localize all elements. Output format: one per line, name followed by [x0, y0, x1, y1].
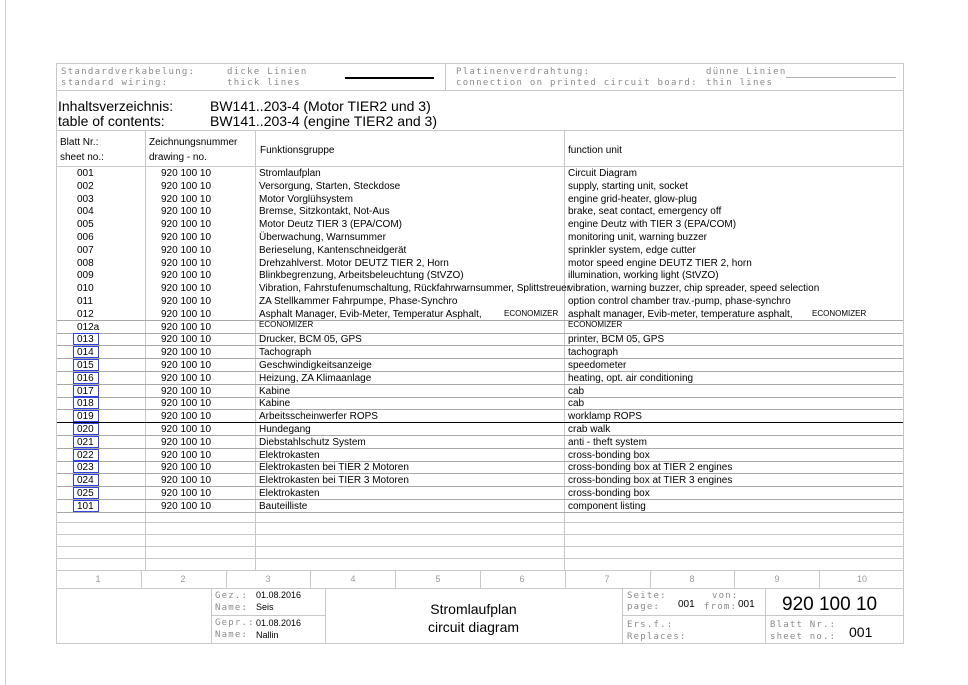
function-group-cell: Stromlaufplan	[259, 168, 321, 179]
std-wiring-de: Standardverkabelung:	[61, 67, 196, 77]
sheet-label-en: sheet no.:	[770, 632, 837, 642]
sheet-number: 006	[77, 232, 94, 243]
checked-date: 01.08.2016	[256, 618, 302, 628]
page-edge-line	[5, 0, 6, 685]
function-group-cell: Drehzahlverst. Motor DEUTZ TIER 2, Horn	[259, 258, 449, 269]
sheet-number: 003	[77, 194, 94, 205]
drawing-number-cell: 920 100 10	[161, 232, 212, 243]
function-unit-suffix: ECONOMIZER	[812, 309, 867, 318]
function-unit-cell: cross-bonding box at TIER 3 engines	[568, 475, 733, 486]
function-unit-cell: cab	[568, 398, 585, 409]
toc-model-en: BW141..203-4 (engine TIER2 and 3)	[210, 113, 437, 129]
title-divider	[56, 130, 904, 131]
drawing-number-cell: 920 100 10	[161, 424, 212, 435]
sheet-number: 022	[77, 450, 94, 461]
drawn-label: Gez.:	[215, 591, 249, 601]
column-number-divider	[819, 570, 820, 588]
column-number: 5	[435, 574, 441, 584]
function-group-cell: Blinkbegrenzung, Arbeitsbeleuchtung (StVZO)	[259, 270, 464, 281]
sheet-number: 011	[77, 296, 93, 307]
title-en: circuit diagram	[427, 619, 520, 635]
sheet-number: 012	[77, 309, 94, 320]
function-group-cell: Geschwindigkeitsanzeige	[259, 360, 372, 371]
drawn-name: Seis	[256, 602, 274, 612]
drawing-number-cell: 920 100 10	[161, 270, 212, 281]
drawing-number-cell: 920 100 10	[161, 283, 212, 294]
sheet-number: 007	[77, 245, 94, 256]
function-group-suffix: ECONOMIZER	[504, 309, 559, 318]
drawing-number-cell: 920 100 10	[161, 322, 212, 333]
sheet-number: 101	[77, 501, 94, 512]
function-group-cell: Elektrokasten	[259, 488, 320, 499]
function-group-cell: Kabine	[259, 398, 291, 409]
col-sheet-en: sheet no.:	[60, 152, 104, 163]
column-number-divider	[480, 570, 481, 588]
function-unit-cell: brake, seat contact, emergency off	[568, 206, 722, 217]
drawn-name-label: Name:	[215, 603, 249, 613]
function-group-cell: Bremse, Sitzkontakt, Not-Aus	[259, 206, 390, 217]
drawing-number-cell: 920 100 10	[161, 437, 212, 448]
column-number-divider	[650, 570, 651, 588]
function-group-cell: Überwachung, Warnsummer	[259, 232, 386, 243]
drawing-number-cell: 920 100 10	[161, 411, 212, 422]
drawing-number-cell: 920 100 10	[161, 347, 212, 358]
function-unit-cell: worklamp ROPS	[568, 411, 642, 422]
table-row	[57, 205, 903, 218]
sheet-label-de: Blatt Nr.:	[770, 620, 837, 630]
sheet-number: 024	[77, 475, 94, 486]
function-unit-cell: supply, starting unit, socket	[568, 181, 688, 192]
checked-name-label: Name:	[215, 630, 249, 640]
function-group-cell: Kabine	[259, 386, 291, 397]
sheet-value: 001	[849, 624, 873, 640]
drawing-number-cell: 920 100 10	[161, 501, 212, 512]
sheet-number: 015	[77, 360, 94, 371]
pcb-wiring-en: connection on printed circuit board:	[456, 78, 698, 88]
table-row	[57, 295, 903, 308]
function-group-cell: Heizung, ZA Klimaanlage	[259, 373, 372, 384]
table-row	[57, 180, 903, 193]
function-unit-cell: engine Deutz with TIER 3 (EPA/COM)	[568, 219, 737, 230]
sheet-number: 020	[77, 424, 94, 435]
drawing-number-cell: 920 100 10	[161, 181, 212, 192]
column-number-divider	[734, 570, 735, 588]
sheet-number: 018	[77, 398, 94, 409]
sheet-number: 009	[77, 270, 94, 281]
sheet-number: 021	[77, 437, 94, 448]
thick-line-sample	[345, 77, 434, 79]
function-unit-cell: component listing	[568, 501, 646, 512]
column-number: 4	[350, 574, 356, 584]
drawing-number-cell: 920 100 10	[161, 475, 212, 486]
column-number-divider	[141, 570, 142, 588]
tb-line-d	[765, 588, 766, 644]
drawing-number-cell: 920 100 10	[161, 360, 212, 371]
sheet-number: 005	[77, 219, 94, 230]
drawing-number-cell: 920 100 10	[161, 373, 212, 384]
col-drawing-de: Zeichnungsnummer	[149, 137, 238, 148]
drawing-number-cell: 920 100 10	[161, 488, 212, 499]
empty-row-line	[56, 546, 904, 547]
title-de: Stromlaufplan	[430, 601, 517, 617]
tb-line-e	[211, 615, 325, 616]
thick-lines-en: thick lines	[227, 78, 301, 88]
checked-label: Gepr.:	[215, 618, 255, 628]
sheet-number: 013	[77, 334, 94, 345]
function-unit-cell: cab	[568, 386, 585, 397]
column-number: 6	[519, 574, 525, 584]
function-unit-cell: monitoring unit, warning buzzer	[568, 232, 707, 243]
column-number: 9	[774, 574, 780, 584]
function-unit-cell: option control chamber trav.-pump, phase-synchro	[568, 296, 791, 307]
function-unit-cell: Circuit Diagram	[568, 168, 637, 179]
column-number-divider	[395, 570, 396, 588]
sheet-number: 016	[77, 373, 94, 384]
function-group-cell: Motor Deutz TIER 3 (EPA/COM)	[259, 219, 402, 230]
page-label-de: Seite:	[627, 591, 667, 601]
empty-row-line	[56, 522, 904, 523]
function-unit-cell: heating, opt. air conditioning	[568, 373, 694, 384]
table-row	[57, 231, 903, 244]
col-function-unit: function unit	[568, 145, 622, 156]
function-group-cell: ZA Stellkammer Fahrpumpe, Phase-Synchro	[259, 296, 458, 307]
sheet-number: 004	[77, 206, 94, 217]
sheet-number: 017	[77, 386, 94, 397]
column-number: 8	[689, 574, 695, 584]
of-value: 001	[738, 599, 755, 610]
page-label-en: page:	[627, 602, 661, 612]
sheet-number: 001	[77, 168, 94, 179]
drawn-date: 01.08.2016	[256, 590, 302, 600]
function-unit-cell: illumination, working light (StVZO)	[568, 270, 719, 281]
thin-lines-en: thin lines	[706, 78, 774, 88]
table-row	[57, 282, 903, 295]
column-number: 10	[856, 574, 867, 584]
col-drawing-en: drawing - no.	[149, 152, 207, 163]
header-divider	[56, 90, 904, 91]
toc-label-en: table of contents:	[58, 113, 165, 129]
drawing-number-cell: 920 100 10	[161, 219, 212, 230]
column-number-divider	[565, 570, 566, 588]
function-group-cell: Vibration, Fahrstufenumschaltung, Rückfahrwarnsummer, Splittstreuer	[259, 283, 571, 294]
function-group-cell: Drucker, BCM 05, GPS	[259, 334, 362, 345]
thick-lines-de: dicke Linien	[227, 67, 308, 77]
replaces-label-en: Replaces:	[627, 632, 687, 642]
drawing-number-cell: 920 100 10	[161, 194, 212, 205]
function-unit-cell: crab walk	[568, 424, 611, 435]
function-group-cell: Diebstahlschutz System	[259, 437, 366, 448]
thin-lines-de: dünne Linien	[706, 67, 787, 77]
function-group-cell: Motor Vorglühsystem	[259, 194, 353, 205]
drawing-number-cell: 920 100 10	[161, 386, 212, 397]
sheet-number: 008	[77, 258, 94, 269]
sheet-number: 010	[77, 283, 94, 294]
tb-line-c	[622, 588, 623, 644]
function-group-cell: Elektrokasten bei TIER 2 Motoren	[259, 462, 409, 473]
function-group-cell: Berieselung, Kantenschneidgerät	[259, 245, 407, 256]
function-group-cell: Bauteilliste	[259, 501, 308, 512]
col-function-group: Funktionsgruppe	[260, 145, 335, 156]
function-unit-cell: motor speed engine DEUTZ TIER 2, horn	[568, 258, 752, 269]
replaces-label-de: Ers.f.:	[627, 620, 674, 630]
table-row	[57, 269, 903, 282]
std-wiring-en: standard wiring:	[61, 78, 169, 88]
function-unit-cell: engine grid-heater, glow-plug	[568, 194, 697, 205]
drawing-number-cell: 920 100 10	[161, 168, 212, 179]
function-group-cell: Elektrokasten	[259, 450, 320, 461]
function-group-cell: Elektrokasten bei TIER 3 Motoren	[259, 475, 409, 486]
page-value: 001	[678, 599, 695, 610]
sheet-number: 019	[77, 411, 94, 422]
drawing-number-cell: 920 100 10	[161, 296, 212, 307]
function-unit-cell: sprinkler system, edge cutter	[568, 245, 696, 256]
column-number-divider	[226, 570, 227, 588]
tb-line-a	[211, 588, 212, 644]
drawing-number-cell: 920 100 10	[161, 245, 212, 256]
sheet-number: 025	[77, 488, 94, 499]
function-unit-cell: speedometer	[568, 360, 627, 371]
thin-line-sample	[786, 77, 896, 78]
header-column-divider	[445, 63, 446, 90]
drawing-number-cell: 920 100 10	[161, 462, 212, 473]
column-number: 3	[265, 574, 271, 584]
empty-row-line	[56, 558, 904, 559]
row-separator	[57, 512, 903, 513]
sheet-number: 014	[77, 347, 94, 358]
column-number: 7	[604, 574, 610, 584]
function-group-cell: Hundegang	[259, 424, 311, 435]
of-label-de: von:	[712, 591, 739, 601]
function-group-cell: Tachograph	[259, 347, 312, 358]
function-group-cell: Versorgung, Starten, Steckdose	[259, 181, 401, 192]
function-group-cell: Asphalt Manager, Evib-Meter, Temperatur Asphalt,	[259, 309, 482, 320]
drawing-number-cell: 920 100 10	[161, 309, 212, 320]
function-unit-cell: asphalt manager, Evib-meter, temperature asphalt,	[568, 309, 793, 320]
pcb-wiring-de: Platinenverdrahtung:	[456, 67, 591, 77]
drawing-number-cell: 920 100 10	[161, 206, 212, 217]
sheet-number: 002	[77, 181, 94, 192]
toc-model-de: BW141..203-4 (Motor TIER2 und 3)	[210, 98, 431, 114]
function-unit-cell: vibration, warning buzzer, chip spreader, speed selection	[568, 283, 820, 294]
of-label-en: from:	[704, 602, 738, 612]
function-group-suffix: ECONOMIZER	[259, 320, 314, 329]
sheet-number: 012a	[77, 322, 100, 333]
column-number: 1	[95, 574, 101, 584]
column-number-divider	[310, 570, 311, 588]
column-number: 2	[180, 574, 186, 584]
table-row	[57, 167, 903, 180]
function-unit-suffix: ECONOMIZER	[568, 320, 623, 329]
table-row	[57, 244, 903, 257]
sheet-number: 023	[77, 462, 94, 473]
col-sheet-de: Blatt Nr.:	[60, 137, 99, 148]
checked-name: Nallin	[256, 630, 279, 640]
empty-row-line	[56, 534, 904, 535]
drawing-number-cell: 920 100 10	[161, 398, 212, 409]
function-unit-cell: anti - theft system	[568, 437, 647, 448]
drawing-number-cell: 920 100 10	[161, 450, 212, 461]
drawing-number-cell: 920 100 10	[161, 334, 212, 345]
function-unit-cell: cross-bonding box	[568, 450, 650, 461]
function-unit-cell: cross-bonding box at TIER 2 engines	[568, 462, 733, 473]
function-group-cell: Arbeitsscheinwerfer ROPS	[259, 411, 378, 422]
column-number-bottom-line	[56, 588, 904, 589]
function-unit-cell: cross-bonding box	[568, 488, 650, 499]
table-row	[57, 218, 903, 231]
function-unit-cell: tachograph	[568, 347, 619, 358]
function-unit-cell: printer, BCM 05, GPS	[568, 334, 665, 345]
drawing-number: 920 100 10	[782, 594, 878, 615]
drawing-number-cell: 920 100 10	[161, 258, 212, 269]
toc-label-de: Inhaltsverzeichnis:	[58, 98, 174, 114]
